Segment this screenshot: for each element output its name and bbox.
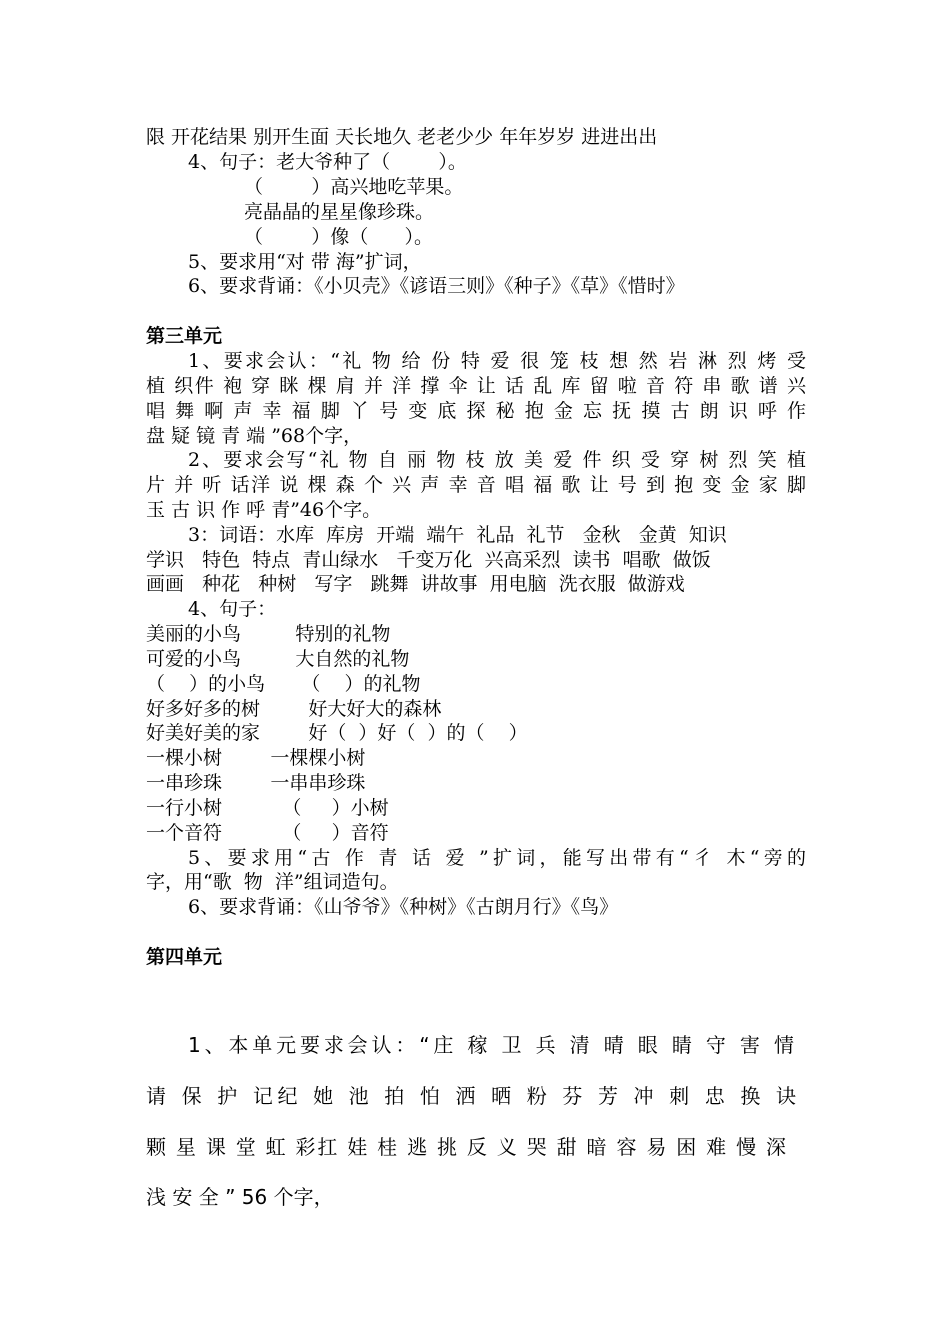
unit3-write-line: 2、要求会写“礼 物 自 丽 物 枝 放 美 爱 件 织 受 穿 树 烈 笑 植 (188, 449, 806, 471)
unit2-sentence: （ ）像（ ）。 (244, 226, 434, 248)
unit3-expand-line: 字，用“歌 物 洋”组词造句。 (146, 871, 399, 893)
unit3-phrase: 好美好美的家 好（ ）好（ ）的（ ） (146, 722, 528, 744)
unit3-recognize-line: 植 织件 袍 穿 眯 棵 肩 并 洋 撑 伞 让 话 乱 库 留 啦 音 符 串 歌 谱 兴 (146, 375, 806, 397)
unit3-write-line: 片 并 听 话洋 说 棵 森 个 兴 声 幸 音 唱 福 歌 让 号 到 抱 变 金 家 脚 (146, 474, 806, 496)
unit3-expand-line: 5、要求用“古 作 青 话 爱 ”扩词，能写出带有“彳 木“旁的 (188, 847, 806, 869)
unit3-write-line: 玉 古 识 作 呼 青”46个字。 (146, 499, 382, 521)
unit3-words-line: 学识 特色 特点 青山绿水 千变万化 兴高采烈 读书 唱歌 做饭 (146, 549, 711, 571)
unit3-phrase: 美丽的小鸟 特别的礼物 (146, 623, 391, 645)
unit3-phrase: 一串珍珠 一串串珍珠 (146, 772, 366, 794)
unit3-sentence-title: 4、句子： (188, 598, 277, 620)
unit4-recognize-line: 1、本单元要求会认：“庄 稼 卫 兵 清 晴 眼 睛 守 害 情 (188, 1033, 794, 1057)
unit4-recognize-line: 颗 星 课 堂 虹 彩扛 娃 桂 逃 挑 反 义 哭 甜 暗 容 易 困 难 慢 深 (146, 1135, 786, 1159)
unit2-recite: 6、要求背诵：《小贝壳》《谚语三则》《种子》《草》《惜时》 (188, 275, 685, 297)
unit3-heading: 第三单元 (146, 325, 223, 347)
unit2-sentence: （ ）高兴地吃苹果。 (244, 176, 464, 198)
unit3-phrase: 一行小树 （ ）小树 (146, 797, 389, 819)
unit3-phrase: （ ）的小鸟 （ ）的礼物 (146, 673, 421, 695)
unit3-phrase: 一棵小树 一棵棵小树 (146, 747, 366, 769)
unit4-heading: 第四单元 (146, 946, 223, 968)
unit3-recognize-line: 1、要求会认：“礼 物 给 份 特 爱 很 笼 枝 想 然 岩 淋 烈 烤 受 (188, 350, 806, 372)
unit3-words-line: 画画 种花 种树 写字 跳舞 讲故事 用电脑 洗衣服 做游戏 (146, 573, 685, 595)
unit4-recognize-line: 请 保 护 记纪 她 池 拍 怕 洒 晒 粉 芬 芳 冲 刺 忠 换 诀 (146, 1084, 796, 1108)
unit2-sentence-title: 4、句子：老大爷种了（ ）。 (188, 151, 467, 173)
unit3-phrase: 好多好多的树 好大好大的森林 (146, 698, 442, 720)
unit3-recognize-line: 唱 舞 啊 声 幸 福 脚 丫 号 变 底 探 秘 抱 金 忘 抚 摸 古 朗 识 呼 作 (146, 400, 806, 422)
unit3-recognize-line: 盘 疑 镜 青 端 ”68个字， (146, 425, 363, 447)
unit2-words-continued: 限 开花结果 别开生面 天长地久 老老少少 年年岁岁 进进出出 (146, 126, 658, 148)
unit2-expand: 5、要求用“对 带 海”扩词， (188, 251, 422, 273)
unit3-phrase: 可爱的小鸟 大自然的礼物 (146, 648, 410, 670)
unit3-recite: 6、要求背诵：《山爷爷》《种树》《古朗月行》《鸟》 (188, 896, 619, 918)
unit3-phrase: 一个音符 （ ）音符 (146, 822, 389, 844)
unit3-words-line: 3：词语：水库 库房 开端 端午 礼品 礼节 金秋 金黄 知识 (188, 524, 727, 546)
unit2-sentence: 亮晶晶的星星像珍珠。 (244, 201, 435, 223)
unit4-recognize-line: 浅 安 全 ” 56 个字， (146, 1185, 334, 1209)
